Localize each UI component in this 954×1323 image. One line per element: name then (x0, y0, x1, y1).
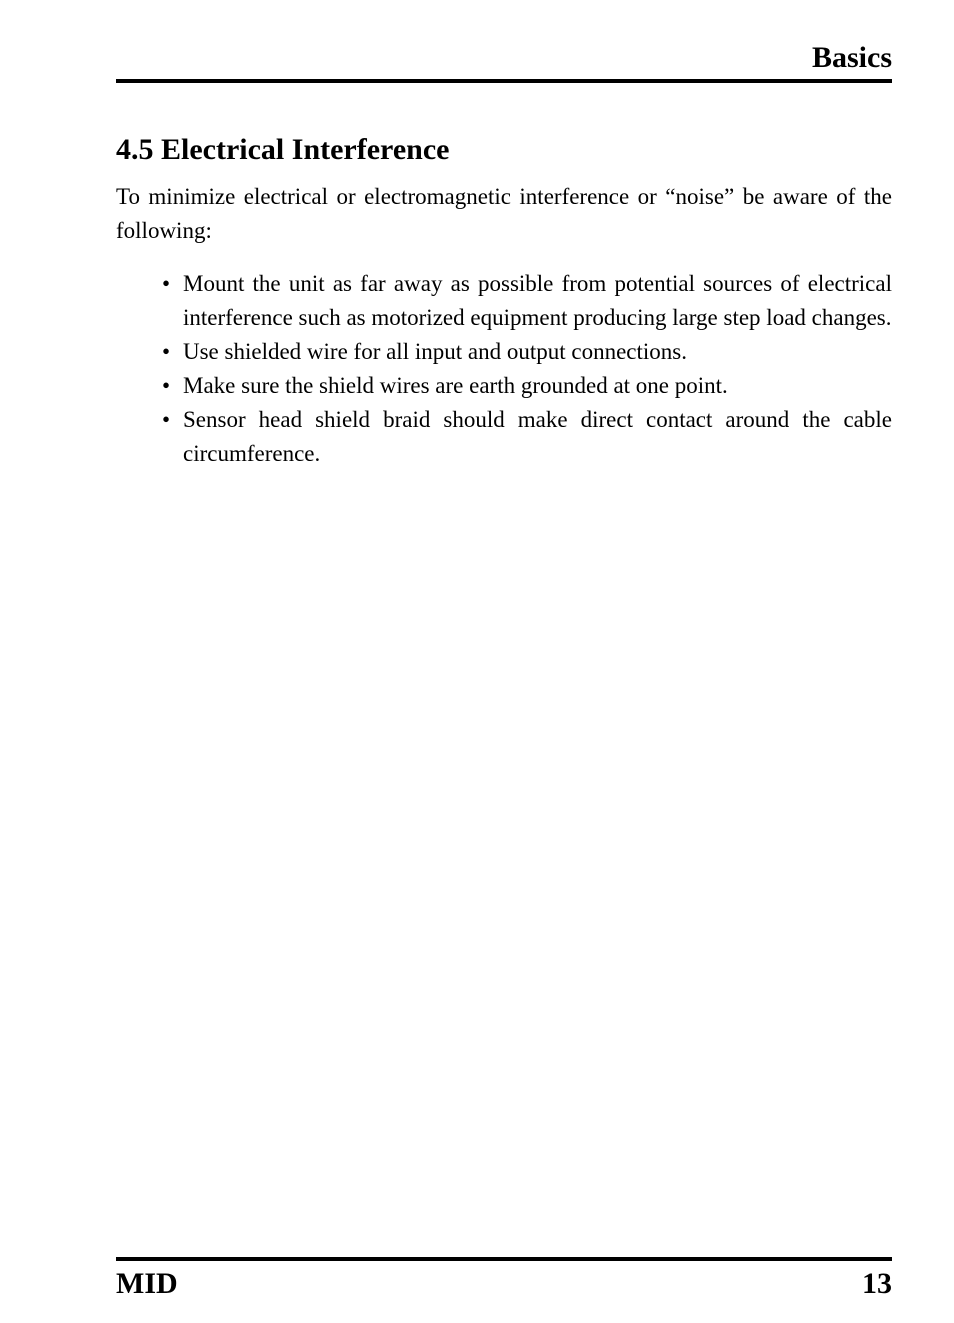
page-footer (116, 1264, 892, 1308)
bullet-list (162, 267, 892, 471)
list-item-text: Sensor head shield braid should make direct contact around the cable circumference. (183, 407, 892, 466)
section-title: 4.5 Electrical Interference (116, 133, 450, 166)
chapter-title: Basics (811, 41, 892, 74)
bullet-icon: • (162, 373, 171, 398)
header-rule (116, 79, 892, 83)
bullet-icon: • (162, 339, 171, 364)
list-item-text: Use shielded wire for all input and output connections. (183, 339, 687, 364)
page-number: 13 (862, 1267, 892, 1300)
list-item-text: Make sure the shield wires are earth grounded at one point. (183, 373, 728, 398)
document-page (116, 0, 892, 1323)
bullet-icon: • (162, 407, 171, 432)
footer-rule (116, 1257, 892, 1261)
list-item (162, 403, 892, 471)
bullet-icon: • (162, 271, 171, 296)
list-item (162, 369, 892, 403)
list-item (162, 267, 892, 335)
product-name: MID (116, 1267, 178, 1300)
list-item-text: Mount the unit as far away as possible from potential sources of electrical interference such as motorized equipment producing large step load changes. (183, 271, 892, 330)
list-item (162, 335, 892, 369)
page-header (116, 40, 892, 84)
intro-paragraph: To minimize electrical or electromagnetic interference or “noise” be aware of the following: (116, 184, 892, 243)
